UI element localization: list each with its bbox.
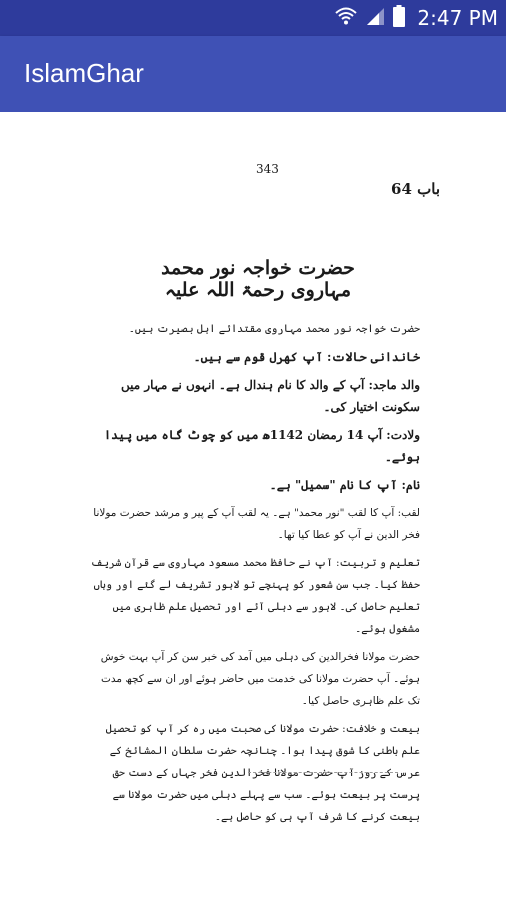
status-time: 2:47 PM	[417, 6, 498, 30]
paragraph: والد ماجد: آپ کے والد کا نام ہندال ہے۔ انہوں نے مہار میں سکونت اختیار کی۔	[121, 378, 420, 414]
page-title: حضرت خواجہ نور محمد مہاروی رحمۃ اللہ علیہ	[161, 257, 355, 301]
chapter-heading: باب 64	[391, 180, 440, 198]
app-bar	[0, 36, 506, 112]
paragraph: حضرت مولانا فخرالدین کی دہلی میں آمد کی خبر سن کر آپ بہت خوش ہوئے۔ آپ حضرت مولانا کی خدمت میں حاضر ہوئے اور ان سے کچھ مدت تک علم ظاہری حاصل کیا۔	[100, 651, 420, 707]
status-icons	[335, 0, 498, 36]
content-area[interactable]	[0, 112, 506, 900]
paragraph: بیعت و خلافت: حضرت مولانا کی صحبت میں رہ کر آپ کو تحصیل علم باطنی کا شوق پیدا ہوا۔ چنانچہ حضرت سلطان المشائخ کے عرس کے روز آپ حضرت مولانا فخرالدین فخر جہاں کے دست حق پرست پر بیعت ہوئے۔ سب سے پہلے دہلی میں حضرت مولانا سے بیعت کرنے کا شرف آپ ہی کو حاصل ہے۔	[105, 723, 420, 823]
app-title: IslamGhar	[24, 58, 144, 88]
battery-icon	[393, 5, 405, 31]
page-footer-rule	[248, 772, 398, 774]
paragraph: نام: آپ کا نام "سمیل" ہے۔	[269, 478, 420, 492]
signal-icon	[365, 6, 385, 30]
page-body	[86, 318, 420, 834]
book-page[interactable]	[78, 132, 440, 823]
paragraph: ولادت: آپ 14 رمضان 1142ھ میں کو چوٹ گاہ میں پیدا ہوئے۔	[104, 428, 420, 464]
paragraph: لقب: آپ کا لقب "نور محمد" ہے۔ یہ لقب آپ کے پیر و مرشد حضرت مولانا فخر الدین نے آپ کو عطا کیا تھا۔	[93, 507, 420, 541]
paragraph: تعلیم و تربیت: آپ نے حافظ محمد مسعود مہاروی سے قرآن شریف حفظ کیا۔ جب سن شعور کو پہنچے تو لاہور تشریف لے گئے اور وہاں تعلیم حاصل کی۔ لاہور سے دہلی آئے اور تحصیل علم ظاہری میں مشغول ہوئے۔	[90, 557, 420, 635]
page-number: 343	[256, 162, 279, 176]
wifi-icon	[335, 6, 357, 30]
paragraph: حضرت خواجہ نور محمد مہاروی مقتدائے اہل بصیرت ہیں۔	[128, 323, 420, 335]
paragraph: خاندانی حالات: آپ کھرل قوم سے ہیں۔	[193, 350, 420, 364]
status-bar	[0, 0, 506, 36]
